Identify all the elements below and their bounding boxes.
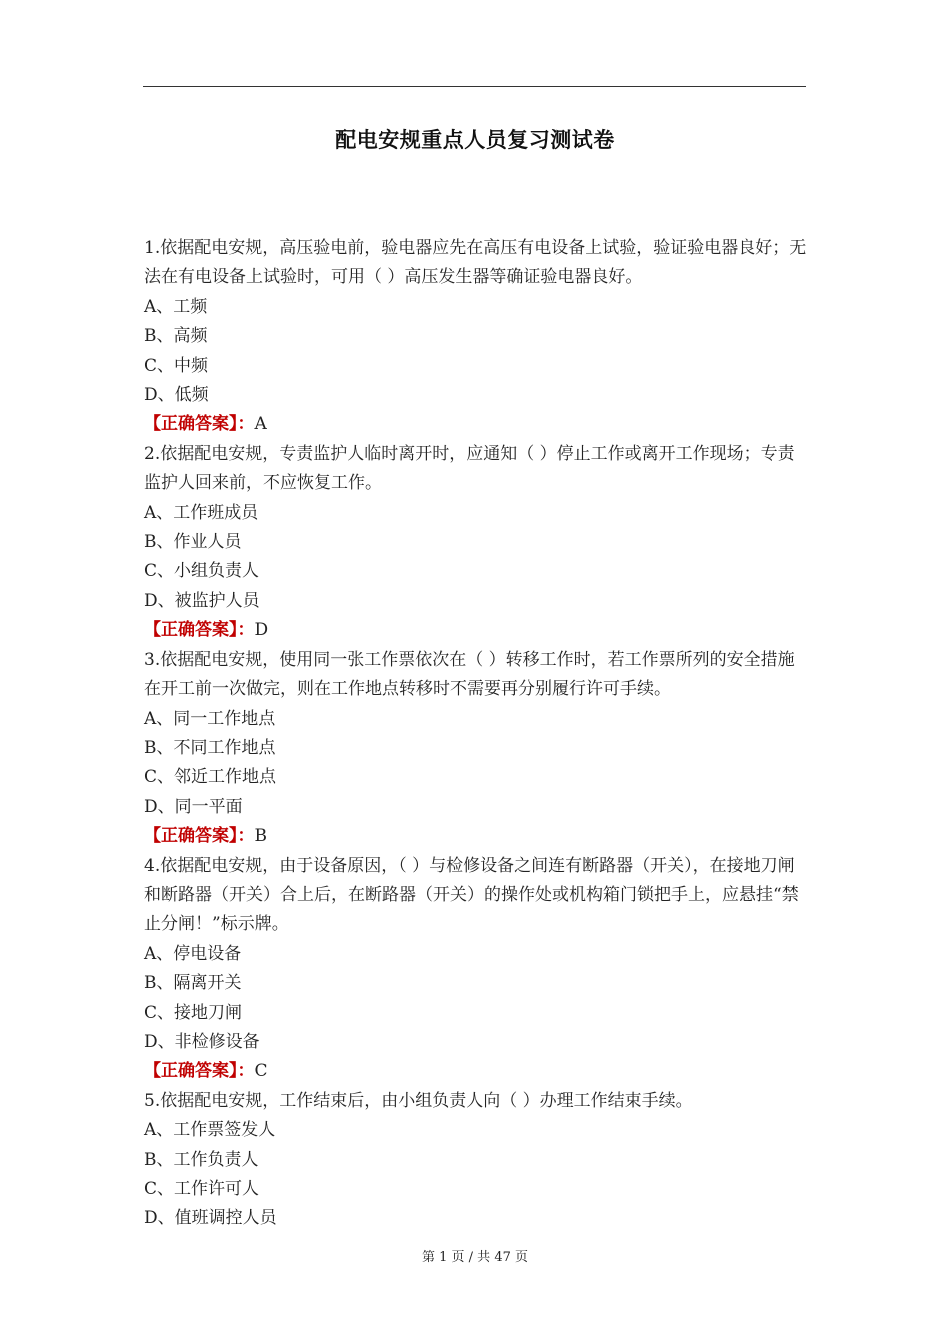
answer-label: 【正确答案】：	[144, 620, 255, 641]
answer-value: B	[254, 826, 267, 847]
option-a: A、工频	[144, 296, 208, 317]
question-2	[144, 440, 808, 646]
answer-label: 【正确答案】：	[144, 1061, 255, 1082]
page-footer: 第 1 页 / 共 47 页	[422, 1250, 528, 1265]
answer-value: A	[254, 414, 267, 435]
document-title: 配电安规重点人员复习测试卷	[335, 127, 615, 152]
option-b: B、高频	[144, 326, 208, 347]
answer-line	[144, 822, 808, 851]
option-a: A、停电设备	[144, 943, 242, 964]
option-c: C、中频	[144, 355, 209, 376]
option-a: A、工作票签发人	[144, 1120, 276, 1141]
question-3	[144, 646, 808, 852]
question-1	[144, 234, 808, 440]
answer-value: D	[254, 620, 269, 641]
question-5	[144, 1087, 808, 1234]
answer-value: C	[254, 1061, 268, 1082]
question-stem: 4.依据配电安规，由于设备原因，（ ）与检修设备之间连有断路器（开关），在接地刀闸和断路器（开关）合上后，在断路器（开关）的操作处或机构箱门锁把手上，应悬挂“禁止分闸！”标示牌。	[144, 855, 799, 935]
question-stem: 3.依据配电安规，使用同一张工作票依次在（ ）转移工作时，若工作票所列的安全措施在开工前一次做完，则在工作地点转移时不需要再分别履行许可手续。	[144, 649, 795, 700]
question-stem: 5.依据配电安规，工作结束后，由小组负责人向（ ）办理工作结束手续。	[144, 1090, 693, 1111]
option-c: C、邻近工作地点	[144, 767, 277, 788]
option-c: C、接地刀闸	[144, 1002, 243, 1023]
question-stem: 1.依据配电安规，高压验电前，验电器应先在高压有电设备上试验，验证验电器良好；无法在有电设备上试验时，可用（ ）高压发生器等确证验电器良好。	[144, 238, 807, 288]
answer-line	[144, 410, 808, 439]
question-list	[144, 234, 808, 1234]
option-d: D、非检修设备	[144, 1031, 260, 1052]
option-c: C、小组负责人	[144, 561, 260, 582]
answer-label: 【正确答案】：	[144, 826, 255, 847]
option-b: B、作业人员	[144, 532, 242, 553]
answer-label: 【正确答案】：	[144, 414, 255, 435]
option-d: D、同一平面	[144, 796, 243, 817]
header-rule	[143, 86, 806, 87]
option-d: D、低频	[144, 385, 209, 406]
option-b: B、隔离开关	[144, 973, 242, 994]
option-b: B、工作负责人	[144, 1149, 259, 1170]
option-a: A、同一工作地点	[144, 708, 276, 729]
answer-line	[144, 1057, 808, 1086]
option-a: A、工作班成员	[144, 502, 259, 523]
option-d: D、被监护人员	[144, 590, 260, 611]
option-d: D、值班调控人员	[144, 1208, 277, 1229]
question-4	[144, 852, 808, 1087]
option-b: B、不同工作地点	[144, 737, 276, 758]
answer-line	[144, 616, 808, 645]
option-c: C、工作许可人	[144, 1179, 260, 1199]
question-stem: 2.依据配电安规，专责监护人临时离开时，应通知（ ）停止工作或离开工作现场；专责监护人回来前，不应恢复工作。	[144, 443, 795, 494]
